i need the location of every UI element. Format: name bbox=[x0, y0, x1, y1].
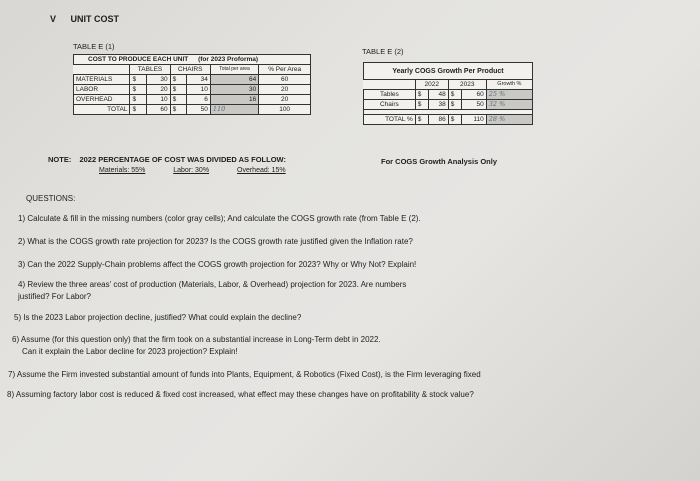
questions-heading: QUESTIONS: bbox=[26, 194, 76, 203]
row-label: Tables bbox=[364, 90, 416, 100]
table-row-total: TOTAL $ 60 $ 50 110 100 bbox=[74, 105, 311, 115]
note-overhead: Overhead: 15% bbox=[237, 167, 286, 174]
row-label: OVERHEAD bbox=[74, 95, 130, 105]
col-pct: % Per Area bbox=[259, 65, 311, 75]
row-label: Chairs bbox=[364, 100, 416, 110]
question-7: 7) Assume the Firm invested substantial amount of funds into Plants, Equipment, & Robotics (Fixed Cost), is the Firm leveraging fixed bbox=[8, 370, 481, 379]
question-2: 2) What is the COGS growth rate projection for 2023? Is the COGS growth rate justified given the Inflation rate? bbox=[18, 237, 413, 246]
gray-cell[interactable]: 110 bbox=[210, 105, 258, 115]
row-label: MATERIALS bbox=[74, 75, 130, 85]
row-label: TOTAL bbox=[74, 105, 130, 115]
table1-title-row bbox=[74, 55, 311, 65]
gray-cell[interactable]: 25 % bbox=[486, 90, 532, 100]
page-header bbox=[50, 14, 119, 24]
question-8: 8) Assuming factory labor cost is reduced & fixed cost increased, what effect may these changes have on profitability & stock value? bbox=[7, 390, 474, 399]
col-2022: 2022 bbox=[415, 80, 448, 90]
note-labor: Labor: 30% bbox=[173, 167, 210, 174]
col-tables: TABLES bbox=[130, 65, 170, 75]
table1-subtitle: (for 2023 Proforma) bbox=[198, 56, 259, 63]
gray-cell[interactable]: 32 % bbox=[486, 100, 532, 110]
col-chairs: CHAIRS bbox=[170, 65, 210, 75]
gray-cell[interactable]: 30 bbox=[210, 85, 258, 95]
table2-footer: For COGS Growth Analysis Only bbox=[381, 157, 497, 166]
question-4: 4) Review the three areas' cost of production (Materials, Labor, & Overhead) projection for 2023. Are numbers bbox=[18, 280, 407, 289]
table1-caption: TABLE E (1) bbox=[73, 42, 115, 51]
table-row: OVERHEAD $ 10 $ 6 16 20 bbox=[74, 95, 311, 105]
chevron-down-icon: V bbox=[50, 14, 57, 24]
question-3: 3) Can the 2022 Supply-Chain problems affect the COGS growth projection for 2023? Why or Why Not? Explain! bbox=[18, 260, 417, 269]
question-6-cont: Can it explain the Labor decline for 2023 projection? Explain! bbox=[22, 347, 238, 356]
row-label: TOTAL % bbox=[364, 115, 416, 125]
table-row: Chairs $ 38 $ 50 32 % bbox=[364, 100, 533, 110]
note-line bbox=[48, 155, 286, 164]
question-6: 6) Assume (for this question only) that the firm took on a substantial increase in Long-Term debt in 2022. bbox=[12, 335, 381, 344]
question-4-cont: justified? For Labor? bbox=[18, 292, 91, 301]
question-1: 1) Calculate & fill in the missing numbers (color gray cells); And calculate the COGS growth rate (from Table E (2). bbox=[18, 214, 421, 223]
table1-title: COST TO PRODUCE EACH UNIT bbox=[88, 56, 189, 63]
table-row-total: TOTAL % $ 86 $ 110 28 % bbox=[364, 115, 533, 125]
col-total: Total per area bbox=[210, 65, 258, 75]
note-text: 2022 PERCENTAGE OF COST WAS DIVIDED AS FOLLOW: bbox=[79, 155, 286, 164]
table2-title: Yearly COGS Growth Per Product bbox=[364, 63, 533, 80]
gray-cell[interactable]: 28 % bbox=[486, 115, 532, 125]
table1 bbox=[73, 54, 311, 115]
gray-cell[interactable]: 16 bbox=[210, 95, 258, 105]
table-row: MATERIALS $ 30 $ 34 64 60 bbox=[74, 75, 311, 85]
note-breakdown bbox=[99, 167, 286, 174]
page-title: UNIT COST bbox=[70, 14, 120, 24]
col-2023: 2023 bbox=[448, 80, 486, 90]
note-label: NOTE: bbox=[48, 155, 72, 164]
table-row: LABOR $ 20 $ 10 30 20 bbox=[74, 85, 311, 95]
col-growth: Growth % bbox=[486, 80, 532, 90]
table2 bbox=[363, 62, 533, 125]
row-label: LABOR bbox=[74, 85, 130, 95]
question-5: 5) Is the 2023 Labor projection decline, justified? What could explain the decline? bbox=[14, 313, 302, 322]
table-row: Tables $ 48 $ 60 25 % bbox=[364, 90, 533, 100]
gray-cell[interactable]: 64 bbox=[210, 75, 258, 85]
table2-caption: TABLE E (2) bbox=[362, 47, 404, 56]
note-materials: Materials: 55% bbox=[99, 167, 146, 174]
